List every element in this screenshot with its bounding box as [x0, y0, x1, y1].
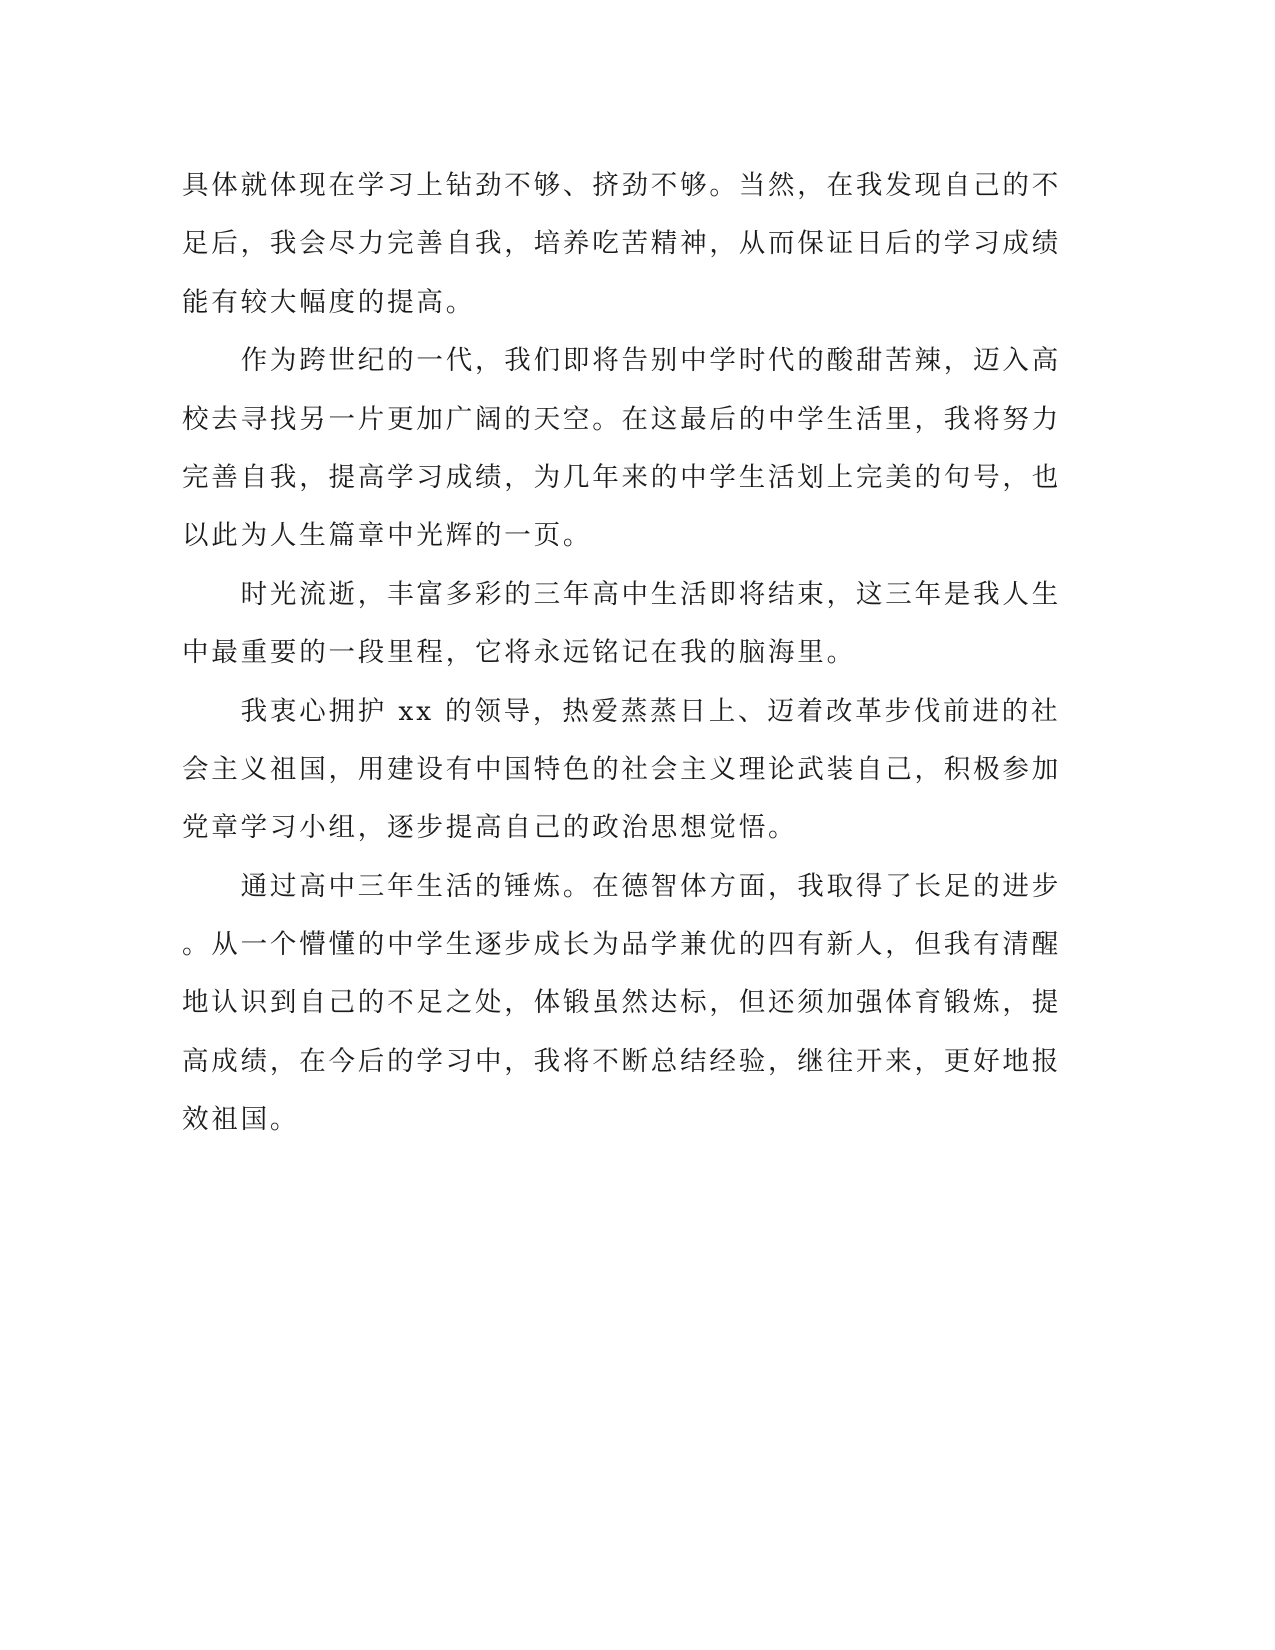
text-line: 高成绩，在今后的学习中，我将不断总结经验，继往开来，更好地报	[182, 1045, 1061, 1077]
text-line: 具体就体现在学习上钻劲不够、挤劲不够。当然，在我发现自己的不	[182, 170, 1061, 201]
text-line: 效祖国。	[182, 1104, 300, 1136]
text-line: 。从一个懵懂的中学生逐步成长为品学兼优的四有新人，但我有清醒	[182, 929, 1061, 961]
text-line: 完善自我，提高学习成绩，为几年来的中学生活划上完美的句号，也	[182, 461, 1061, 493]
text-line: 校去寻找另一片更加广阔的天空。在这最后的中学生活里，我将努力	[182, 403, 1061, 435]
text-line: 地认识到自己的不足之处，体锻虽然达标，但还须加强体育锻炼，提	[182, 987, 1061, 1019]
text-line: 通过高中三年生活的锤炼。在德智体方面，我取得了长足的进步	[182, 870, 1061, 902]
text-line: 作为跨世纪的一代，我们即将告别中学时代的酸甜苦辣，迈入高	[182, 345, 1061, 377]
text-line: 会主义祖国，用建设有中国特色的社会主义理论武装自己，积极参加	[182, 753, 1061, 785]
text-line: 时光流逝，丰富多彩的三年高中生活即将结束，这三年是我人生	[182, 578, 1061, 610]
text-line: 我衷心拥护 xx 的领导，热爱蒸蒸日上、迈着改革步伐前进的社	[182, 695, 1061, 727]
text-line: 党章学习小组，逐步提高自己的政治思想觉悟。	[182, 812, 798, 844]
text-line: 能有较大幅度的提高。	[182, 286, 475, 318]
text-line: 足后，我会尽力完善自我，培养吃苦精神，从而保证日后的学习成绩	[182, 228, 1061, 260]
text-line: 以此为人生篇章中光辉的一页。	[182, 520, 593, 552]
document-body	[182, 157, 1061, 1150]
text-line: 中最重要的一段里程，它将永远铭记在我的脑海里。	[182, 637, 856, 669]
